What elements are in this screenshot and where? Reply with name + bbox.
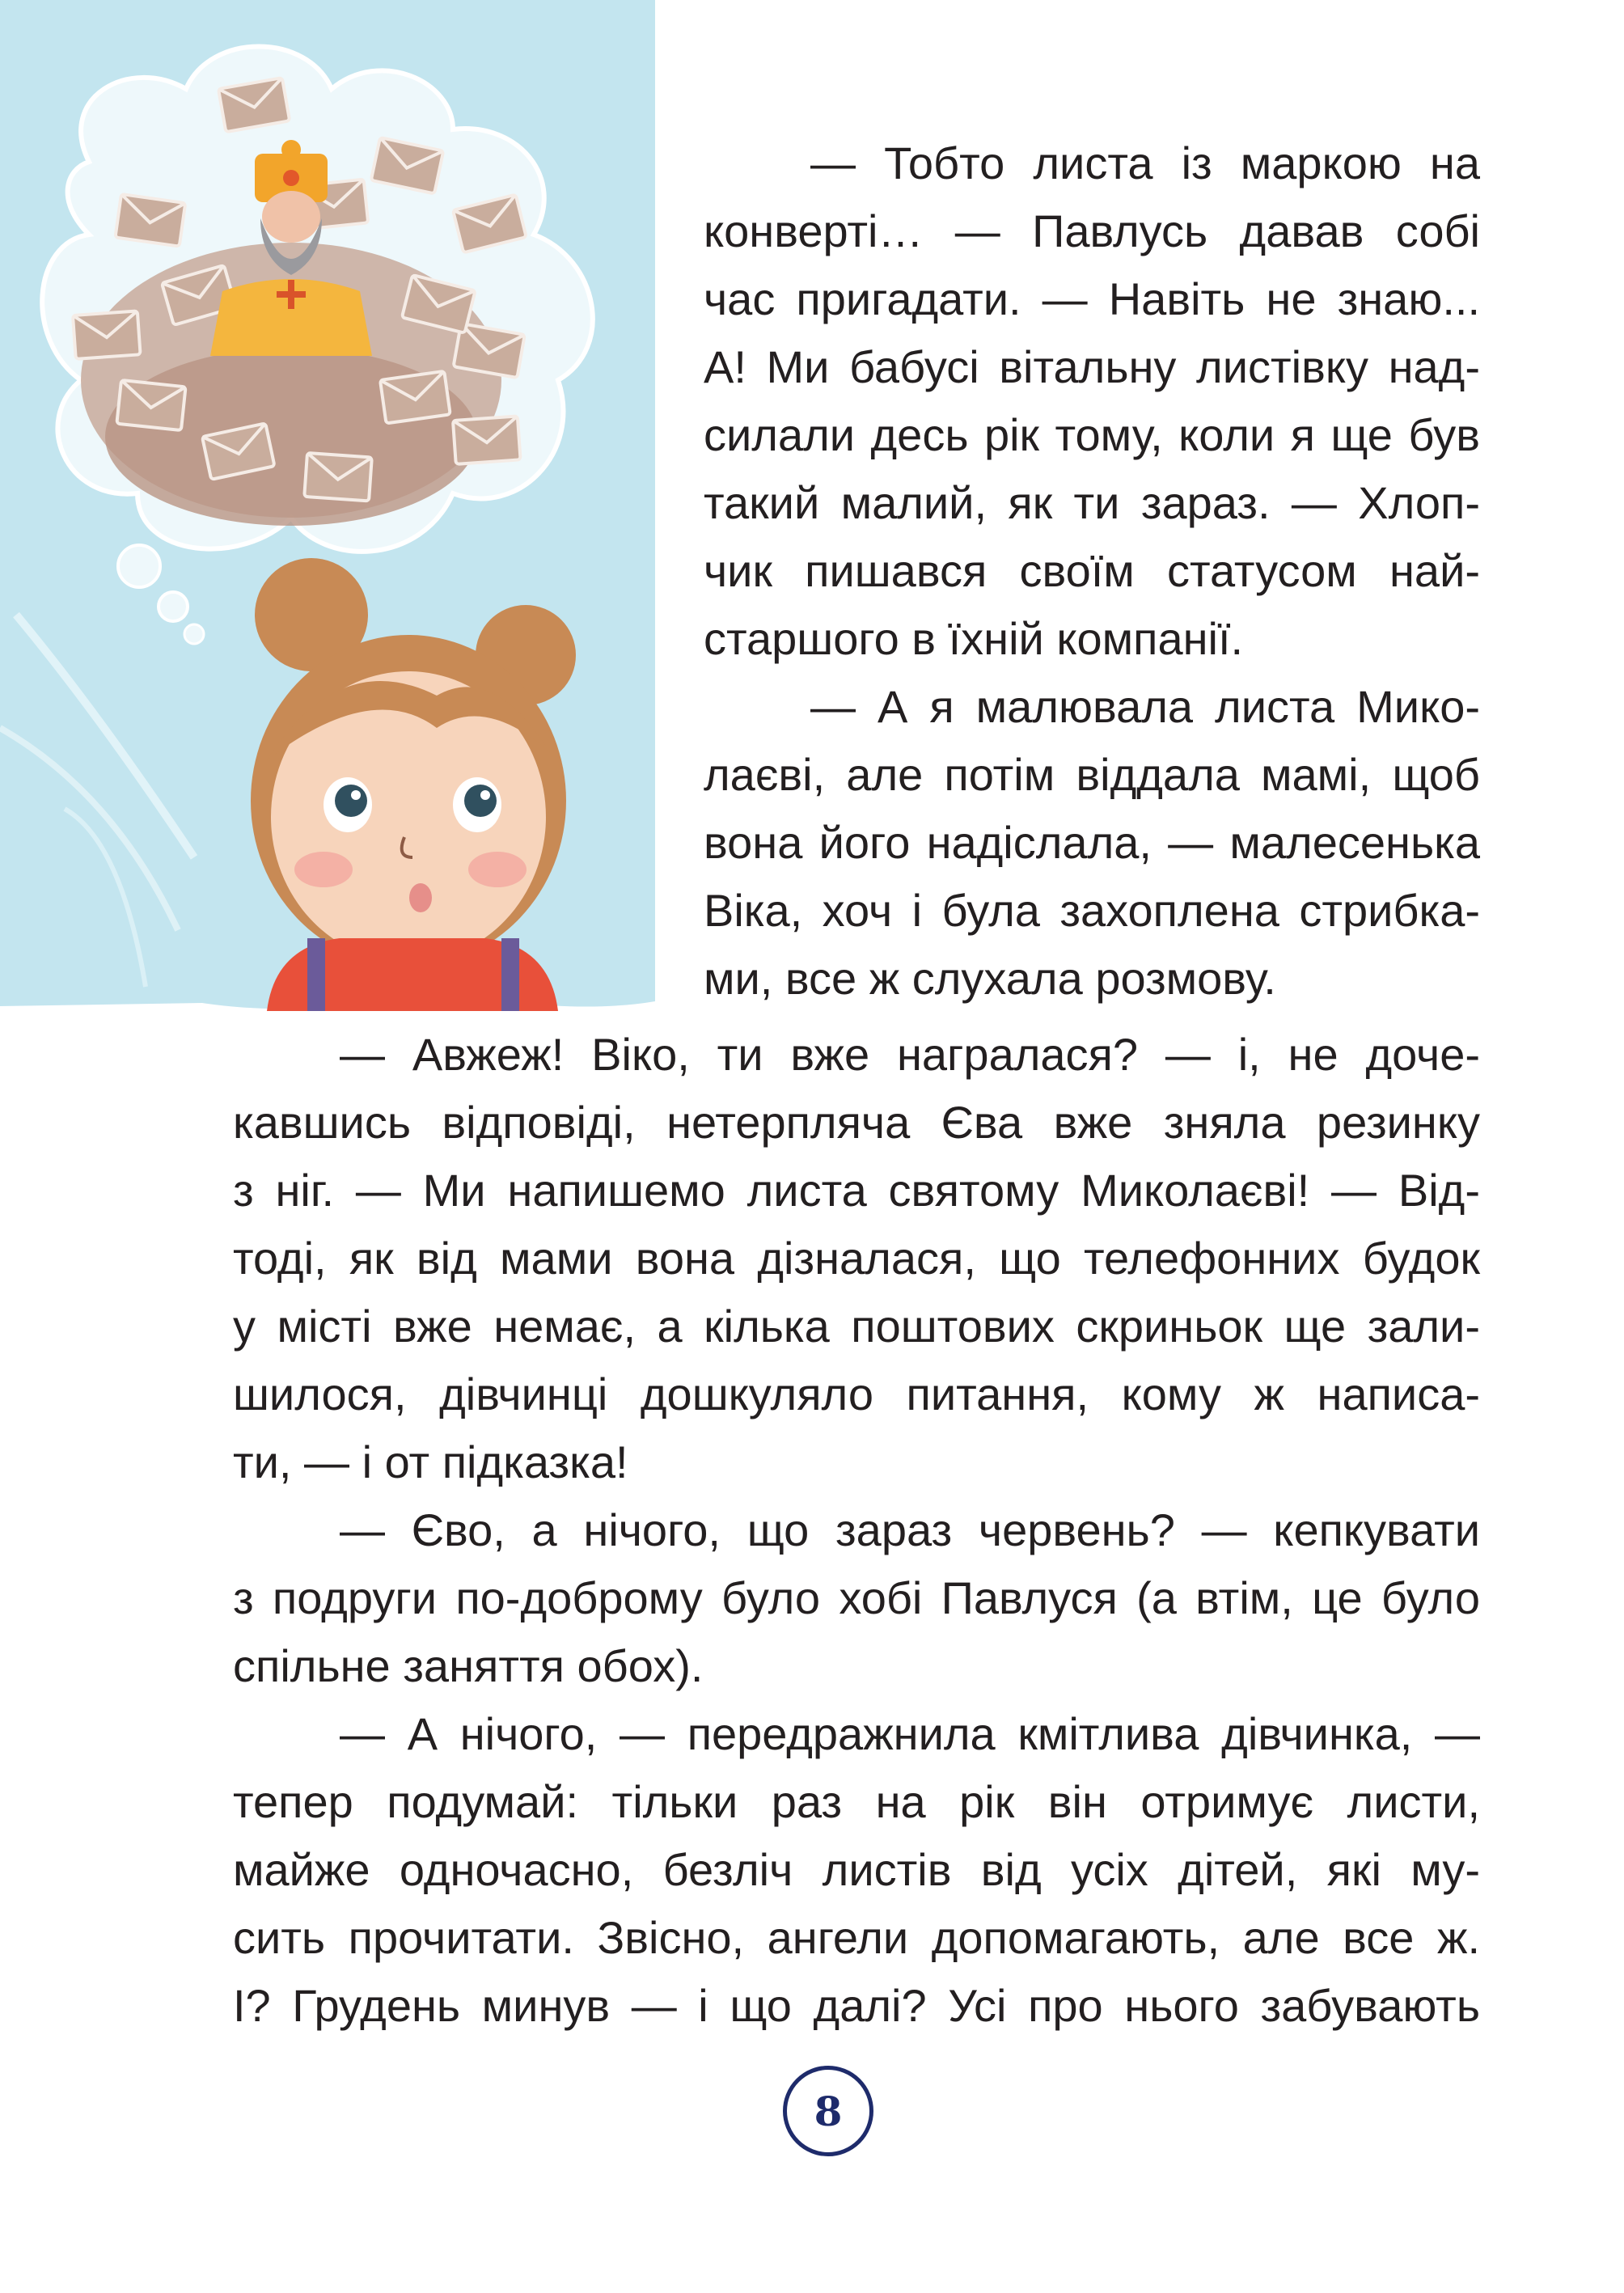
text-line: ми, все ж слухала розмову. bbox=[704, 953, 1276, 1004]
text-line: — Авжеж! Віко, ти вже награлася? — і, не доче- bbox=[340, 1029, 1480, 1080]
text-line: тоді, як від мами вона дізналася, що телефонних будок bbox=[233, 1233, 1480, 1284]
text-column-right bbox=[704, 129, 1480, 1013]
text-line: сить прочитати. Звісно, ангели допомагають, але все ж. bbox=[233, 1912, 1480, 1963]
text-line: І? Грудень минув — і що далі? Усі про нього забувають bbox=[233, 1980, 1480, 2031]
text-line: у місті вже немає, а кілька поштових скриньок ще зали- bbox=[233, 1301, 1480, 1352]
text-line: спільне заняття обох). bbox=[233, 1640, 704, 1691]
text-line: — А нічого, — передражнила кмітлива дівчинка, — bbox=[340, 1708, 1480, 1759]
text-line: силали десь рік тому, коли я ще був bbox=[704, 409, 1480, 460]
text-column-full bbox=[233, 1021, 1480, 2040]
text-line: кавшись відповіді, нетерпляча Єва вже зняла резинку bbox=[233, 1097, 1480, 1148]
text-line: Віка, хоч і була захоплена стрибка- bbox=[704, 885, 1480, 936]
text-line: — Тобто листа із маркою на bbox=[810, 137, 1480, 188]
text-line: з ніг. — Ми напишемо листа святому Миколаєві! — Від- bbox=[233, 1165, 1480, 1216]
text-line: чик пишався своїм статусом най- bbox=[704, 545, 1480, 596]
paragraph-4 bbox=[233, 1496, 1480, 1700]
text-line: старшого в їхній компанії. bbox=[704, 613, 1244, 664]
text-line: тепер подумай: тільки раз на рік він отримує листи, bbox=[233, 1776, 1480, 1827]
text-line: з подруги по-доброму було хобі Павлуся (а втім, це було bbox=[233, 1572, 1480, 1623]
text-line: такий малий, як ти зараз. — Хлоп- bbox=[704, 477, 1480, 528]
text-line: А! Ми бабусі вітальну листівку над- bbox=[704, 341, 1480, 392]
text-line: — А я малювала листа Мико- bbox=[810, 681, 1480, 732]
text-line: ти, — і от підказка! bbox=[233, 1436, 628, 1487]
illustration bbox=[0, 0, 655, 1011]
page-number: 8 bbox=[783, 2066, 873, 2156]
text-line: майже одночасно, безліч листів від усіх дітей, які му- bbox=[233, 1844, 1480, 1895]
text-line: лаєві, але потім віддала мамі, щоб bbox=[704, 749, 1480, 800]
text-line: вона його надіслала, — малесенька bbox=[704, 817, 1480, 868]
paragraph-5 bbox=[233, 1700, 1480, 2040]
text-line: — Єво, а нічого, що зараз червень? — кепкувати bbox=[340, 1504, 1480, 1555]
illustration-art bbox=[0, 0, 655, 1011]
paragraph-3 bbox=[233, 1021, 1480, 1496]
text-line: конверті… — Павлусь давав собі bbox=[704, 205, 1480, 256]
text-line: час пригадати. — Навіть не знаю... bbox=[704, 273, 1480, 324]
paragraph-1 bbox=[704, 129, 1480, 673]
paragraph-2 bbox=[704, 673, 1480, 1013]
text-line: шилося, дівчинці дошкуляло питання, кому ж написа- bbox=[233, 1369, 1480, 1419]
